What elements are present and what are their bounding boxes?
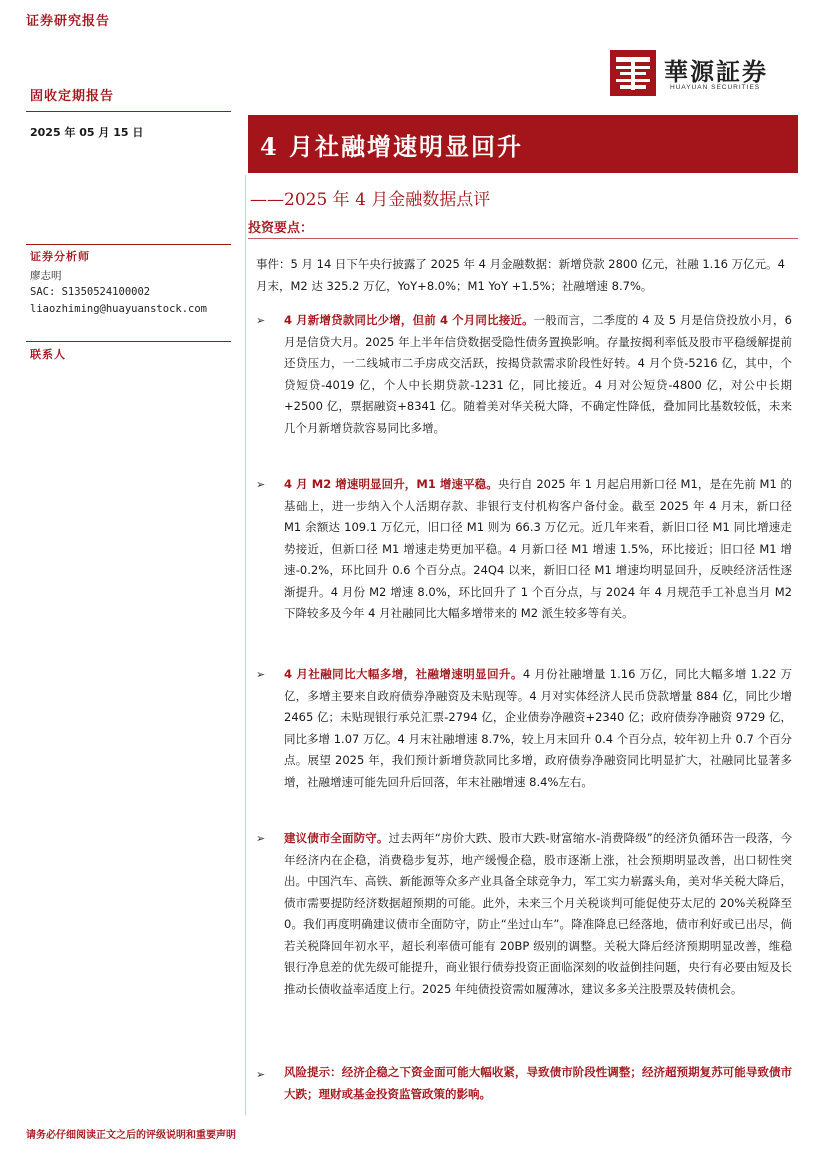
bullet-marker-icon: ➢ [256,668,266,681]
report-type: 固收定期报告 [30,89,115,104]
logo-mark-icon [610,50,656,96]
risk-paragraph [284,1062,792,1105]
bullet-paragraph [284,664,792,793]
bullet-paragraph [284,474,792,625]
divider [248,238,798,239]
logo-subtitle: HUAYUAN SECURITIES [670,84,761,91]
bullet-marker-icon: ➢ [256,832,266,845]
logo-name: 華源証券 [664,57,768,86]
analyst-heading: 证券分析师 [30,250,90,263]
report-date: 2025 年 05 月 15 日 [30,126,144,139]
page-title: 4 月社融增速明显回升 [260,132,524,161]
divider [26,244,231,245]
bullet-text: 一般而言，二季度的 4 及 5 月是信贷投放小月，6 月是信贷大月。2025 年上半年信贷数据受隐性债务置换影响。存量按揭利率低及股市平稳缓解提前还贷压力，一二线城市二手房成交活跃，按揭贷款需求阶段性好转。4 月个贷-5216 亿，其中，个贷短贷-4019 亿，个人中长期贷款-1231 亿，同比接近。4 月对公短贷-4800 亿，对公中长期+2500 亿，票据融资+8341 亿。随着美对华关税大降，不确定性降低，叠加同比基数较低，未来几个月新增贷款容易同比多增。 [284,313,793,435]
bullet-text: 4 月份社融增量 1.16 万亿，同比大幅多增 1.22 万亿，多增主要来自政府债券净融资及未贴现等。4 月对实体经济人民币贷款增量 884 亿，同比少增 2465 亿；未贴现银行承兑汇票-2794 亿，企业债券净融资+2340 亿；政府债券净融资 9729 亿，同比多增 1.07 万亿。4 月末社融增速 8.7%，较上月末回升 0.4 个百分点，较年初上升 0.7 个百分点。展望 2025 年，我们预计新增贷款同比多增，政府债券净融资同比明显扩大，社融同比显著多增，社融增速可能先回升后回落，年末社融增速 8.4%左右。 [284,667,792,789]
key-points-label: 投资要点： [248,221,314,236]
column-divider [245,175,246,1115]
bullet-lead: 4 月社融同比大幅多增，社融增速明显回升。 [284,667,523,681]
company-logo [610,50,790,100]
divider [26,111,231,112]
bullet-text: 央行自 2025 年 1 月起启用新口径 M1，是在先前 M1 的基础上，进一步纳入个人活期存款、非银行支付机构客户备付金。截至 2025 年 4 月末，新口径 M1 余额达 109.1 万亿元，旧口径 M1 则为 66.3 万亿元。近几年来看，新旧口径 M1 同比增速走势接近，但新口径 M1 增速走势更加平稳。4 月新口径 M1 增速 1.5%，环比接近；旧口径 M1 增速-0.2%，环比回升 0.6 个百分点。24Q4 以来，新旧口径 M1 增速均明显回升，反映经济活性逐渐提升。4 月份 M2 增速 8.0%，环比回升了 1 个百分点，与 2024 年 4 月规范手工补息当月 M2 下降较多及今年 4 月社融同比大幅多增带来的 M2 派生较多等有关。 [284,477,793,620]
analyst-email[interactable]: liaozhiming@huayuanstock.com [30,303,208,315]
event-paragraph: 事件：5 月 14 日下午央行披露了 2025 年 4 月金融数据：新增贷款 2800 亿元，社融 1.16 万亿元。4 月末，M2 达 325.2 万亿，YoY+8.0%；M1 YoY +1.5%；社融增速 8.7%。 [256,257,785,293]
bullet-lead: 建议债市全面防守。 [284,831,389,845]
bullet-lead: 4 月 M2 增速明显回升，M1 增速平稳。 [284,477,498,491]
bullet-marker-icon: ➢ [256,478,266,491]
analyst-name: 廖志明 [30,270,62,282]
report-category: 证券研究报告 [26,14,111,29]
contact-heading: 联系人 [30,348,66,361]
risk-warning: 风险提示：经济企稳之下资金面可能大幅收紧，导致债市阶段性调整；经济超预期复苏可能导致债市大跌；理财或基金投资监管政策的影响。 [284,1065,792,1101]
key-points-header [248,217,798,239]
footer-disclaimer: 请务必仔细阅读正文之后的评级说明和重要声明 [26,1130,236,1141]
bullet-marker-icon: ➢ [256,1068,266,1081]
divider [26,341,231,342]
bullet-paragraph [284,828,792,1000]
title-banner [248,115,798,173]
bullet-paragraph [284,310,792,439]
analyst-sac: SAC: S1350524100002 [30,286,151,298]
bullet-lead: 4 月新增贷款同比少增，但前 4 个月同比接近。 [284,313,534,327]
bullet-marker-icon: ➢ [256,314,266,327]
bullet-text: 过去两年“房价大跌、股市大跌-财富缩水-消费降级”的经济负循环告一段落，今年经济内在企稳，消费稳步复苏，地产缓慢企稳，股市逐渐上涨，社会预期明显改善，出口韧性突出。中国汽车、高铁、新能源等众多产业具备全球竞争力，军工实力崭露头角，美对华关税大降后，债市需要提防经济数据超预期的可能。此外，未来三个月关税谈判可能促使芬太尼的 20%关税降至 0。我们再度明确建议债市全面防守，防止“坐过山车”。降准降息已经落地，债市利好或已出尽，倘若关税降回年初水平，超长利率债可能有 20BP 级别的调整。关税大降后经济预期明显改善，维稳银行净息差的优先级可能提升，商业银行债券投资正面临深刻的收益倒挂问题，央行有必要由短及长推动长债收益率适度上行。2025 年纯债投资需如履薄冰，建议多多关注股票及转债机会。 [284,831,793,996]
page-subtitle: ——2025 年 4 月金融数据点评 [250,190,491,210]
